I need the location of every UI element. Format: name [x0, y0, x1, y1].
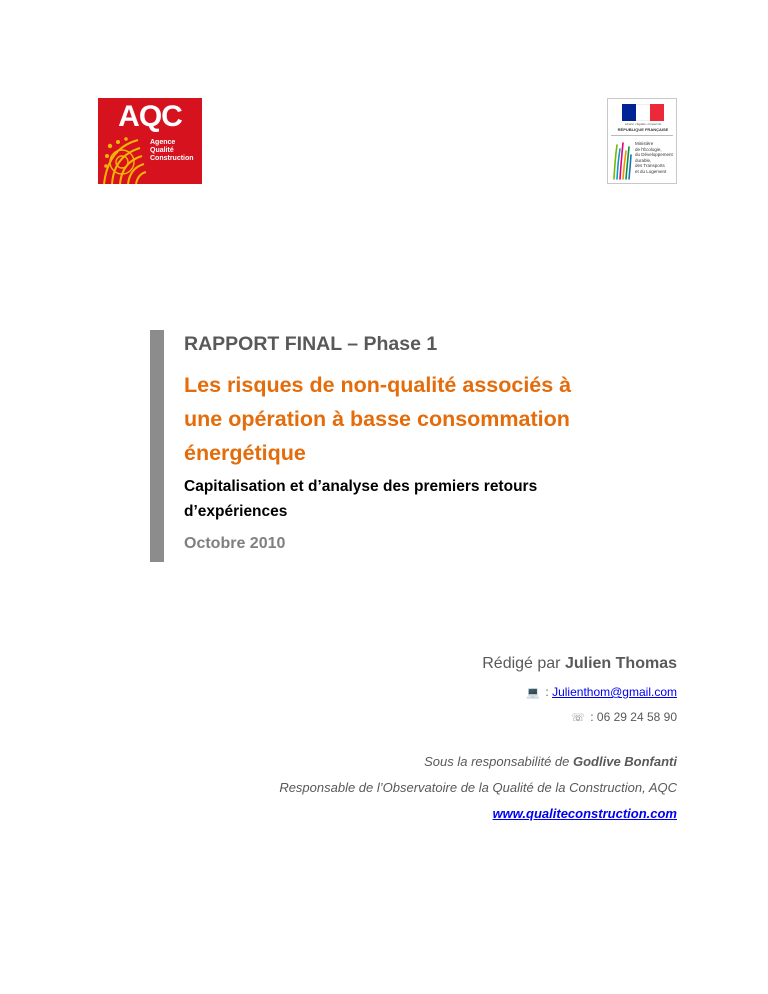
aqc-agency-line: Agence [150, 139, 176, 146]
title-accent-bar [150, 330, 164, 562]
email-link[interactable]: Julienthom@gmail.com [552, 685, 677, 699]
subtitle-line: d’expériences [184, 503, 288, 520]
ministry-stripes-icon [611, 139, 633, 181]
phone-separator: : [590, 710, 594, 724]
author-line [482, 655, 677, 673]
report-label: RAPPORT FINAL – Phase 1 [184, 333, 438, 355]
phone-line [571, 710, 677, 724]
flag-stripe-white [636, 104, 650, 121]
aqc-brand-text: AQC [118, 100, 182, 133]
computer-icon: 💻 [526, 687, 541, 699]
french-flag-icon [622, 104, 664, 121]
responsibility-prefix: Sous la responsabilité de [424, 754, 570, 769]
aqc-logo [98, 98, 202, 184]
phone-icon: ☏ [571, 712, 585, 724]
subtitle-line: Capitalisation et d’analyse des premiers retours [184, 478, 538, 495]
ministry-name [635, 141, 673, 175]
responsible-name: Godlive Bonfanti [573, 754, 677, 769]
ministry-line: durable, [635, 157, 652, 163]
aqc-agency-line: Construction [150, 155, 194, 162]
flag-stripe-blue [622, 104, 636, 121]
website-link[interactable]: www.qualiteconstruction.com [492, 806, 677, 821]
ministry-line: et du Logement [635, 168, 667, 174]
aqc-agency-text [150, 139, 194, 163]
republic-name: RÉPUBLIQUE FRANÇAISE [617, 127, 669, 132]
email-separator: : [545, 685, 549, 699]
title-line: énergétique [184, 441, 306, 465]
ministry-line: du Développement [635, 152, 673, 158]
phone-number: 06 29 24 58 90 [596, 710, 677, 724]
responsibility-line [424, 754, 677, 769]
page-title [184, 368, 704, 470]
ministry-logo [607, 98, 677, 184]
email-line [526, 685, 677, 699]
title-line: Les risques de non-qualité associés à [184, 373, 572, 397]
flag-stripe-red [650, 104, 664, 121]
page-subtitle [184, 474, 684, 524]
author-prefix: Rédigé par [482, 655, 561, 672]
author-name: Julien Thomas [564, 655, 677, 672]
ministry-line: Ministère [635, 141, 654, 146]
ministry-divider [611, 135, 673, 136]
report-date: Octobre 2010 [184, 535, 286, 552]
responsible-role: Responsable de l’Observatoire de la Qualité de la Construction, AQC [279, 780, 677, 795]
ministry-line: des Transports [635, 163, 665, 169]
title-line: une opération à basse consommation [184, 407, 570, 431]
ministry-line: de l'Écologie, [635, 146, 662, 152]
aqc-agency-line: Qualité [150, 147, 174, 154]
republic-motto: Liberté • Égalité • Fraternité [624, 122, 662, 126]
